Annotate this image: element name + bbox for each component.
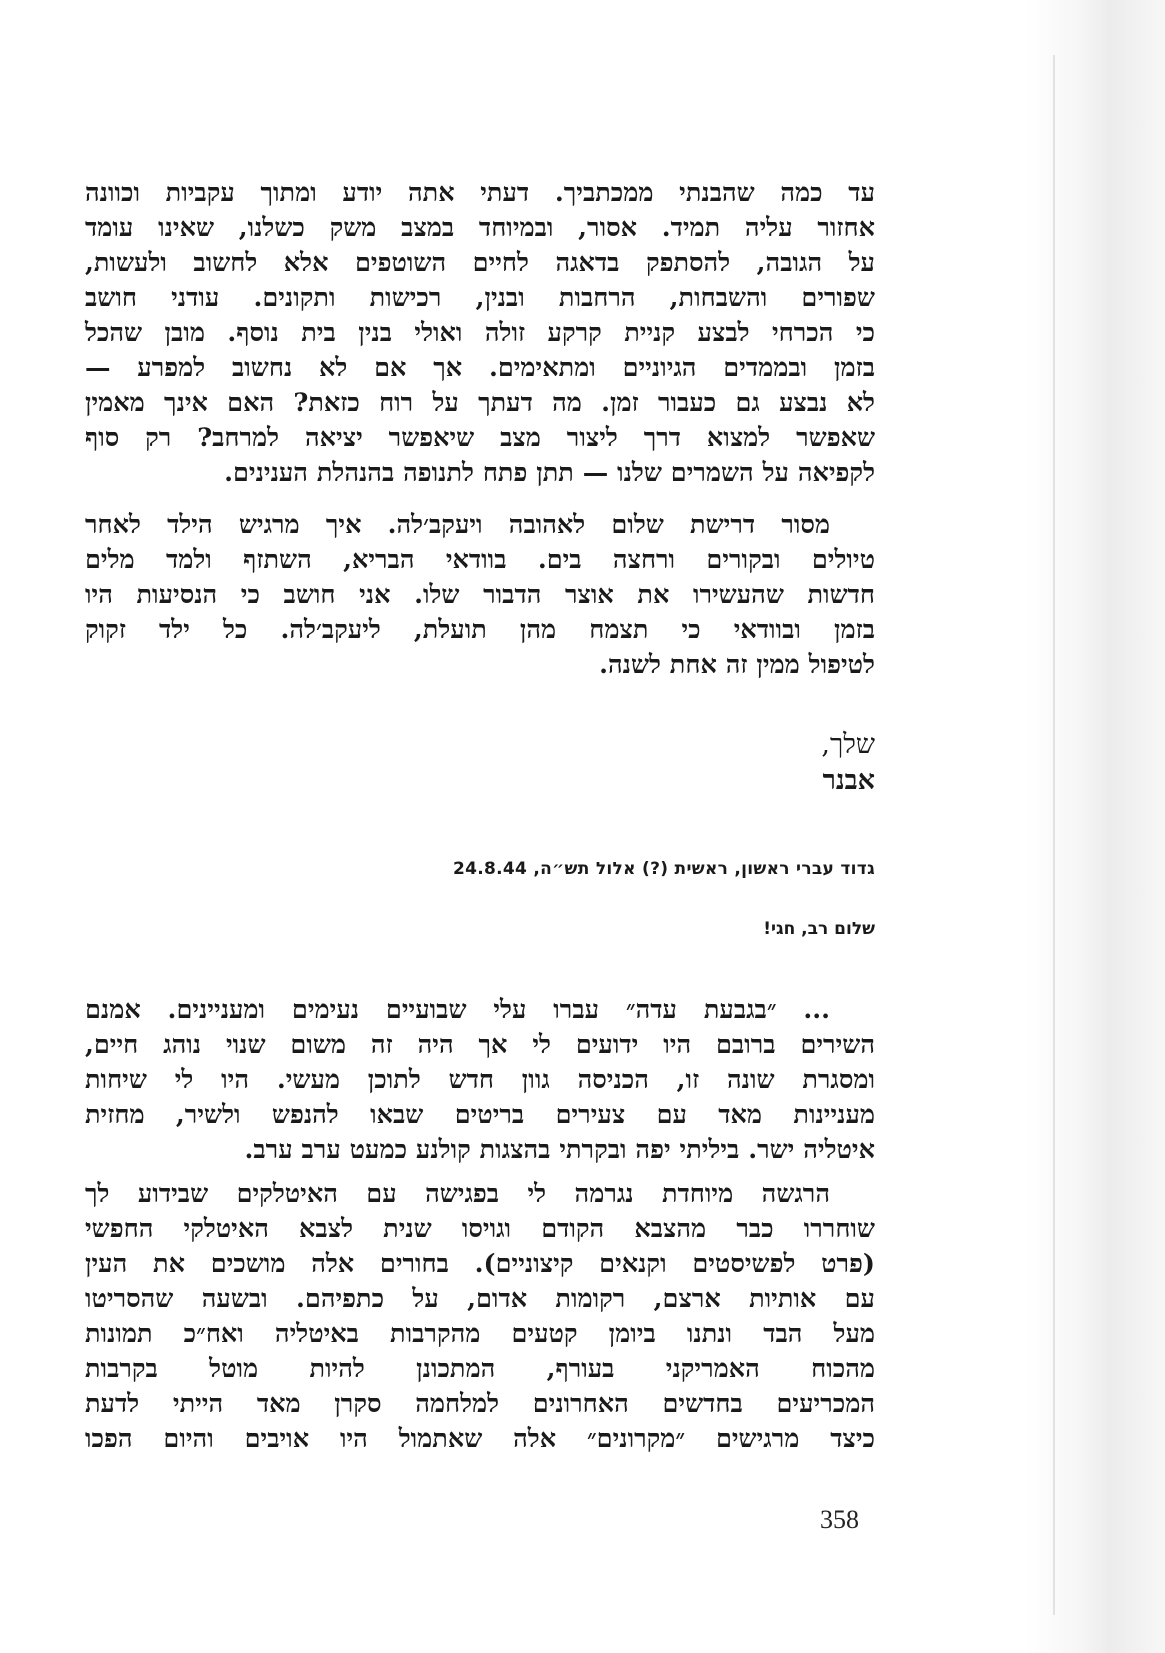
letter1-paragraph1 (85, 176, 875, 491)
text-line: לא נבצע גם כעבור זמן. מה דעתך על רוח כזאת? האם אינך מאמין (85, 388, 875, 418)
letter2-paragraph2 (85, 1177, 875, 1457)
text-line: לטיפול ממין זה אחת לשנה. (599, 650, 875, 680)
text-line: על הגובה, להסתפק בדאגה לחיים השוטפים אלא לחשוב ולעשות, (85, 248, 875, 278)
text-line: ... ״בגבעת עדה״ עברו עלי שבועיים נעימים ומעניינים. אמנם (85, 995, 830, 1025)
letter1-paragraph2 (85, 508, 875, 683)
signature-name: אבנר (822, 765, 875, 796)
text-line: לקפיאה על השמרים שלנו — תתן פתח לתנופה בהנהלת הענינים. (224, 458, 875, 488)
text-line: הרגשה מיוחדת נגרמה לי בפגישה עם האיטלקים שבידוע לך (85, 1179, 830, 1209)
letter2-paragraph1 (85, 993, 875, 1168)
text-line: מהכוח האמריקני בעורף, המתכונן להיות מוטל בקרבות (85, 1354, 875, 1384)
text-line: כי הכרחי לבצע קניית קרקע זולה ואולי בנין בית נוסף. מובן שהכל (85, 318, 875, 348)
text-line: כיצד מרגישים ״מקרונים״ אלה שאתמול היו אויבים והיום הפכו (85, 1424, 875, 1454)
text-line: טיולים ובקורים ורחצה בים. בוודאי הבריא, השתזף ולמד מלים (85, 545, 875, 575)
text-line: המכריעים בחדשים האחרונים למלחמה סקרן מאד הייתי לדעת (85, 1389, 875, 1419)
closing-salutation: שלך, (821, 729, 875, 760)
text-line: חדשות שהעשירו את אוצר הדבור שלו. אני חושב כי הנסיעות היו (85, 580, 875, 610)
text-line: עד כמה שהבנתי ממכתביך. דעתי אתה יודע ומתוך עקביות וכוונה (85, 178, 875, 208)
page-gutter-line (1053, 55, 1055, 1615)
text-line: (פרט לפשיסטים וקנאים קיצוניים). בחורים אלה מושכים את העין (85, 1249, 875, 1279)
page-number: 358 (820, 1505, 859, 1534)
page-edge-shadow (1025, 0, 1165, 1653)
letter2-greeting: שלום רב, חגי! (763, 919, 875, 939)
text-line: ומסגרת שונה זו, הכניסה גוון חדש לתוכן מעשי. היו לי שיחות (85, 1065, 875, 1095)
text-line: שאפשר למצוא דרך ליצור מצב שיאפשר יציאה למרחב? רק סוף (85, 423, 875, 453)
text-line: שוחררו כבר מהצבא הקודם וגויסו שנית לצבא האיטלקי החפשי (85, 1214, 875, 1244)
text-line: בזמן ובוודאי כי תצמח מהן תועלת, ליעקב׳לה. כל ילד זקוק (85, 615, 875, 645)
text-line: מעל הבד ונתנו ביומן קטעים מהקרבות באיטליה ואח״כ תמונות (85, 1319, 875, 1349)
text-line: מסור דרישת שלום לאהובה ויעקב׳לה. איך מרגיש הילד לאחר (85, 510, 830, 540)
text-line: אחזור עליה תמיד. אסור, ובמיוחד במצב משק כשלנו, שאינו עומד (85, 213, 875, 243)
text-line: בזמן ובממדים הגיוניים ומתאימים. אך אם לא נחשוב למפרע — (85, 353, 875, 383)
text-line: שפורים והשבחות, הרחבות ובנין, רכישות ותקונים. עודני חושב (85, 283, 875, 313)
text-line: השירים ברובם היו ידועים לי אך היה זה משום שנוי נוהג חיים, (85, 1030, 875, 1060)
text-line: מעניינות מאד עם צעירים בריטים שבאו להנפש ולשיר, מחזית (85, 1100, 875, 1130)
text-line: איטליה ישר. ביליתי יפה ובקרתי בהצגות קולנע כמעט ערב ערב. (244, 1135, 875, 1165)
letter2-heading: גדוד עברי ראשון, ראשית (?) אלול תש״ה, 24.8.44 (453, 859, 875, 879)
text-line: עם אותיות ארצם, רקומות אדום, על כתפיהם. ובשעה שהסריטו (85, 1284, 875, 1314)
letter1-closing (85, 727, 875, 799)
